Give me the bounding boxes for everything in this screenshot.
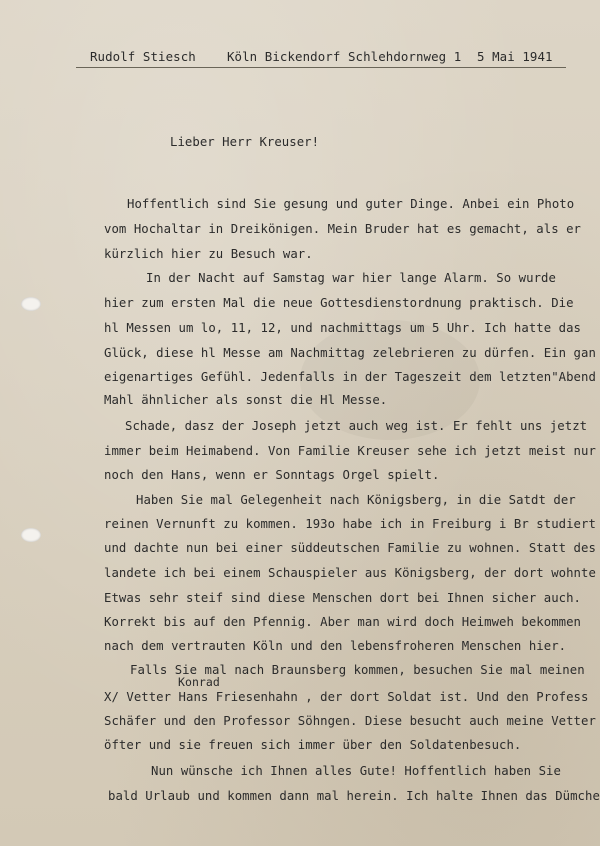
body-line: Nun wünsche ich Ihnen alles Gute! Hoffentlich haben Sie (151, 764, 561, 778)
body-line: Schade, dasz der Joseph jetzt auch weg ist. Er fehlt uns jetzt (125, 419, 588, 433)
body-line: landete ich bei einem Schauspieler aus Königsberg, der dort wohnte (104, 566, 596, 580)
punch-hole-upper (21, 297, 41, 311)
body-line: hier zum ersten Mal die neue Gottesdienstordnung praktisch. Die (104, 296, 574, 310)
body-line: In der Nacht auf Samstag war hier lange Alarm. So wurde (146, 271, 556, 285)
body-line: Etwas sehr steif sind diese Menschen dort bei Ihnen sicher auch. (104, 591, 582, 605)
body-line: Falls Sie mal nach Braunsberg kommen, besuchen Sie mal meinen (130, 663, 585, 677)
body-line: eigenartiges Gefühl. Jedenfalls in der Tageszeit dem letzten"Abend (104, 370, 596, 384)
sender-address: Köln Bickendorf Schlehdornweg 1 (227, 49, 462, 64)
header-underline (76, 67, 566, 68)
salutation: Lieber Herr Kreuser! (170, 135, 320, 149)
body-line: bald Urlaub und kommen dann mal herein. Ich halte Ihnen das Dümche (108, 789, 600, 803)
punch-hole-lower (21, 528, 41, 542)
letter-date: 5 Mai 1941 (477, 49, 553, 64)
body-line: hl Messen um lo, 11, 12, und nachmittags um 5 Uhr. Ich hatte das (104, 321, 582, 335)
body-line: reinen Vernunft zu kommen. 193o habe ich in Freiburg i Br studiert (104, 517, 596, 531)
body-line: Glück, diese hl Messe am Nachmittag zelebrieren zu dürfen. Ein gan (104, 346, 596, 360)
letter-header (90, 49, 560, 67)
body-line: nach dem vertrauten Köln und den lebensfroheren Menschen hier. (104, 639, 567, 653)
body-line: kürzlich hier zu Besuch war. (104, 247, 313, 261)
body-line: noch den Hans, wenn er Sonntags Orgel spielt. (104, 468, 440, 482)
body-line: Haben Sie mal Gelegenheit nach Königsberg, in die Satdt der (136, 493, 576, 507)
body-line: Hoffentlich sind Sie gesung und guter Dinge. Anbei ein Photo (127, 197, 575, 211)
sender-name: Rudolf Stiesch (90, 49, 196, 64)
body-line: Mahl ähnlicher als sonst die Hl Messe. (104, 393, 388, 407)
body-line: und dachte nun bei einer süddeutschen Familie zu wohnen. Statt des (104, 541, 596, 555)
body-line: öfter und sie freuen sich immer über den Soldatenbesuch. (104, 738, 522, 752)
body-line: Schäfer und den Professor Söhngen. Diese besucht auch meine Vetter (104, 714, 596, 728)
body-line: immer beim Heimabend. Von Familie Kreuser sehe ich jetzt meist nur (104, 444, 596, 458)
body-line: X/ Vetter Hans Friesenhahn , der dort Soldat ist. Und den Profess (104, 690, 589, 704)
insertion-above-line: Konrad (178, 675, 220, 689)
body-line: Korrekt bis auf den Pfennig. Aber man wird doch Heimweh bekommen (104, 615, 582, 629)
body-line: vom Hochaltar in Dreikönigen. Mein Bruder hat es gemacht, als er (104, 222, 582, 236)
